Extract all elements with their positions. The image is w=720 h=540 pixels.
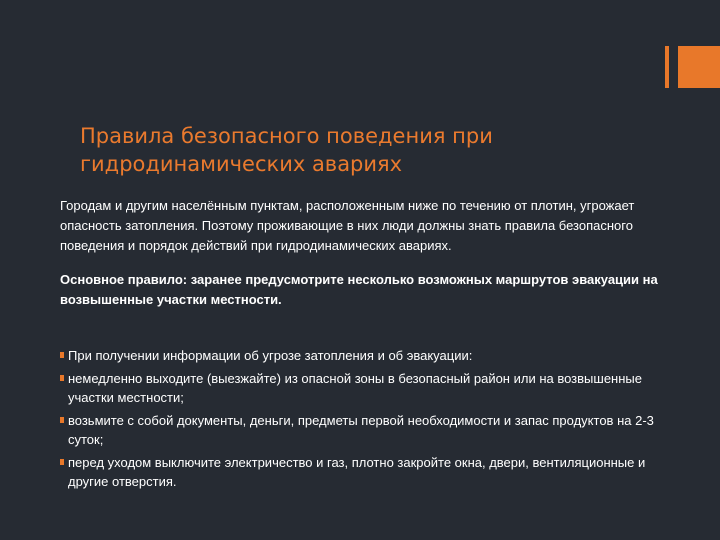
list-item-text: немедленно выходите (выезжайте) из опасной зоны в безопасный район или на возвышенные участки местности; (68, 371, 642, 405)
main-rule-paragraph: Основное правило: заранее предусмотрите несколько возможных маршрутов эвакуации на возвышенные участки местности. (60, 272, 658, 307)
list-item-text: При получении информации об угрозе затопления и об эвакуации: (68, 348, 473, 363)
bullet-marker-icon (60, 375, 64, 381)
accent-bar-thin (665, 46, 669, 88)
list-item-text: перед уходом выключите электричество и газ, плотно закройте окна, двери, вентиляционные и другие отверстия. (68, 455, 646, 489)
list-item (60, 411, 660, 449)
list-item (60, 453, 660, 491)
accent-bar-thick (678, 46, 720, 88)
bullet-marker-icon (60, 459, 64, 465)
slide-title-line-2: гидродинамических авариях (80, 152, 403, 176)
list-item (60, 346, 660, 365)
slide-title-line-1: Правила безопасного поведения при (80, 124, 493, 148)
bullet-marker-icon (60, 417, 64, 423)
list-item-text: возьмите с собой документы, деньги, предметы первой необходимости и запас продуктов на 2-3 суток; (68, 413, 654, 447)
bullet-marker-icon (60, 352, 64, 358)
slide-title (80, 122, 640, 178)
instruction-list (60, 346, 660, 495)
list-item (60, 369, 660, 407)
intro-paragraph: Городам и другим населённым пунктам, расположенным ниже по течению от плотин, угрожает опасность затопления. Поэтому проживающие в них люди должны знать правила безопасного поведения и порядок действий при гидродинамических авариях. (60, 198, 635, 253)
